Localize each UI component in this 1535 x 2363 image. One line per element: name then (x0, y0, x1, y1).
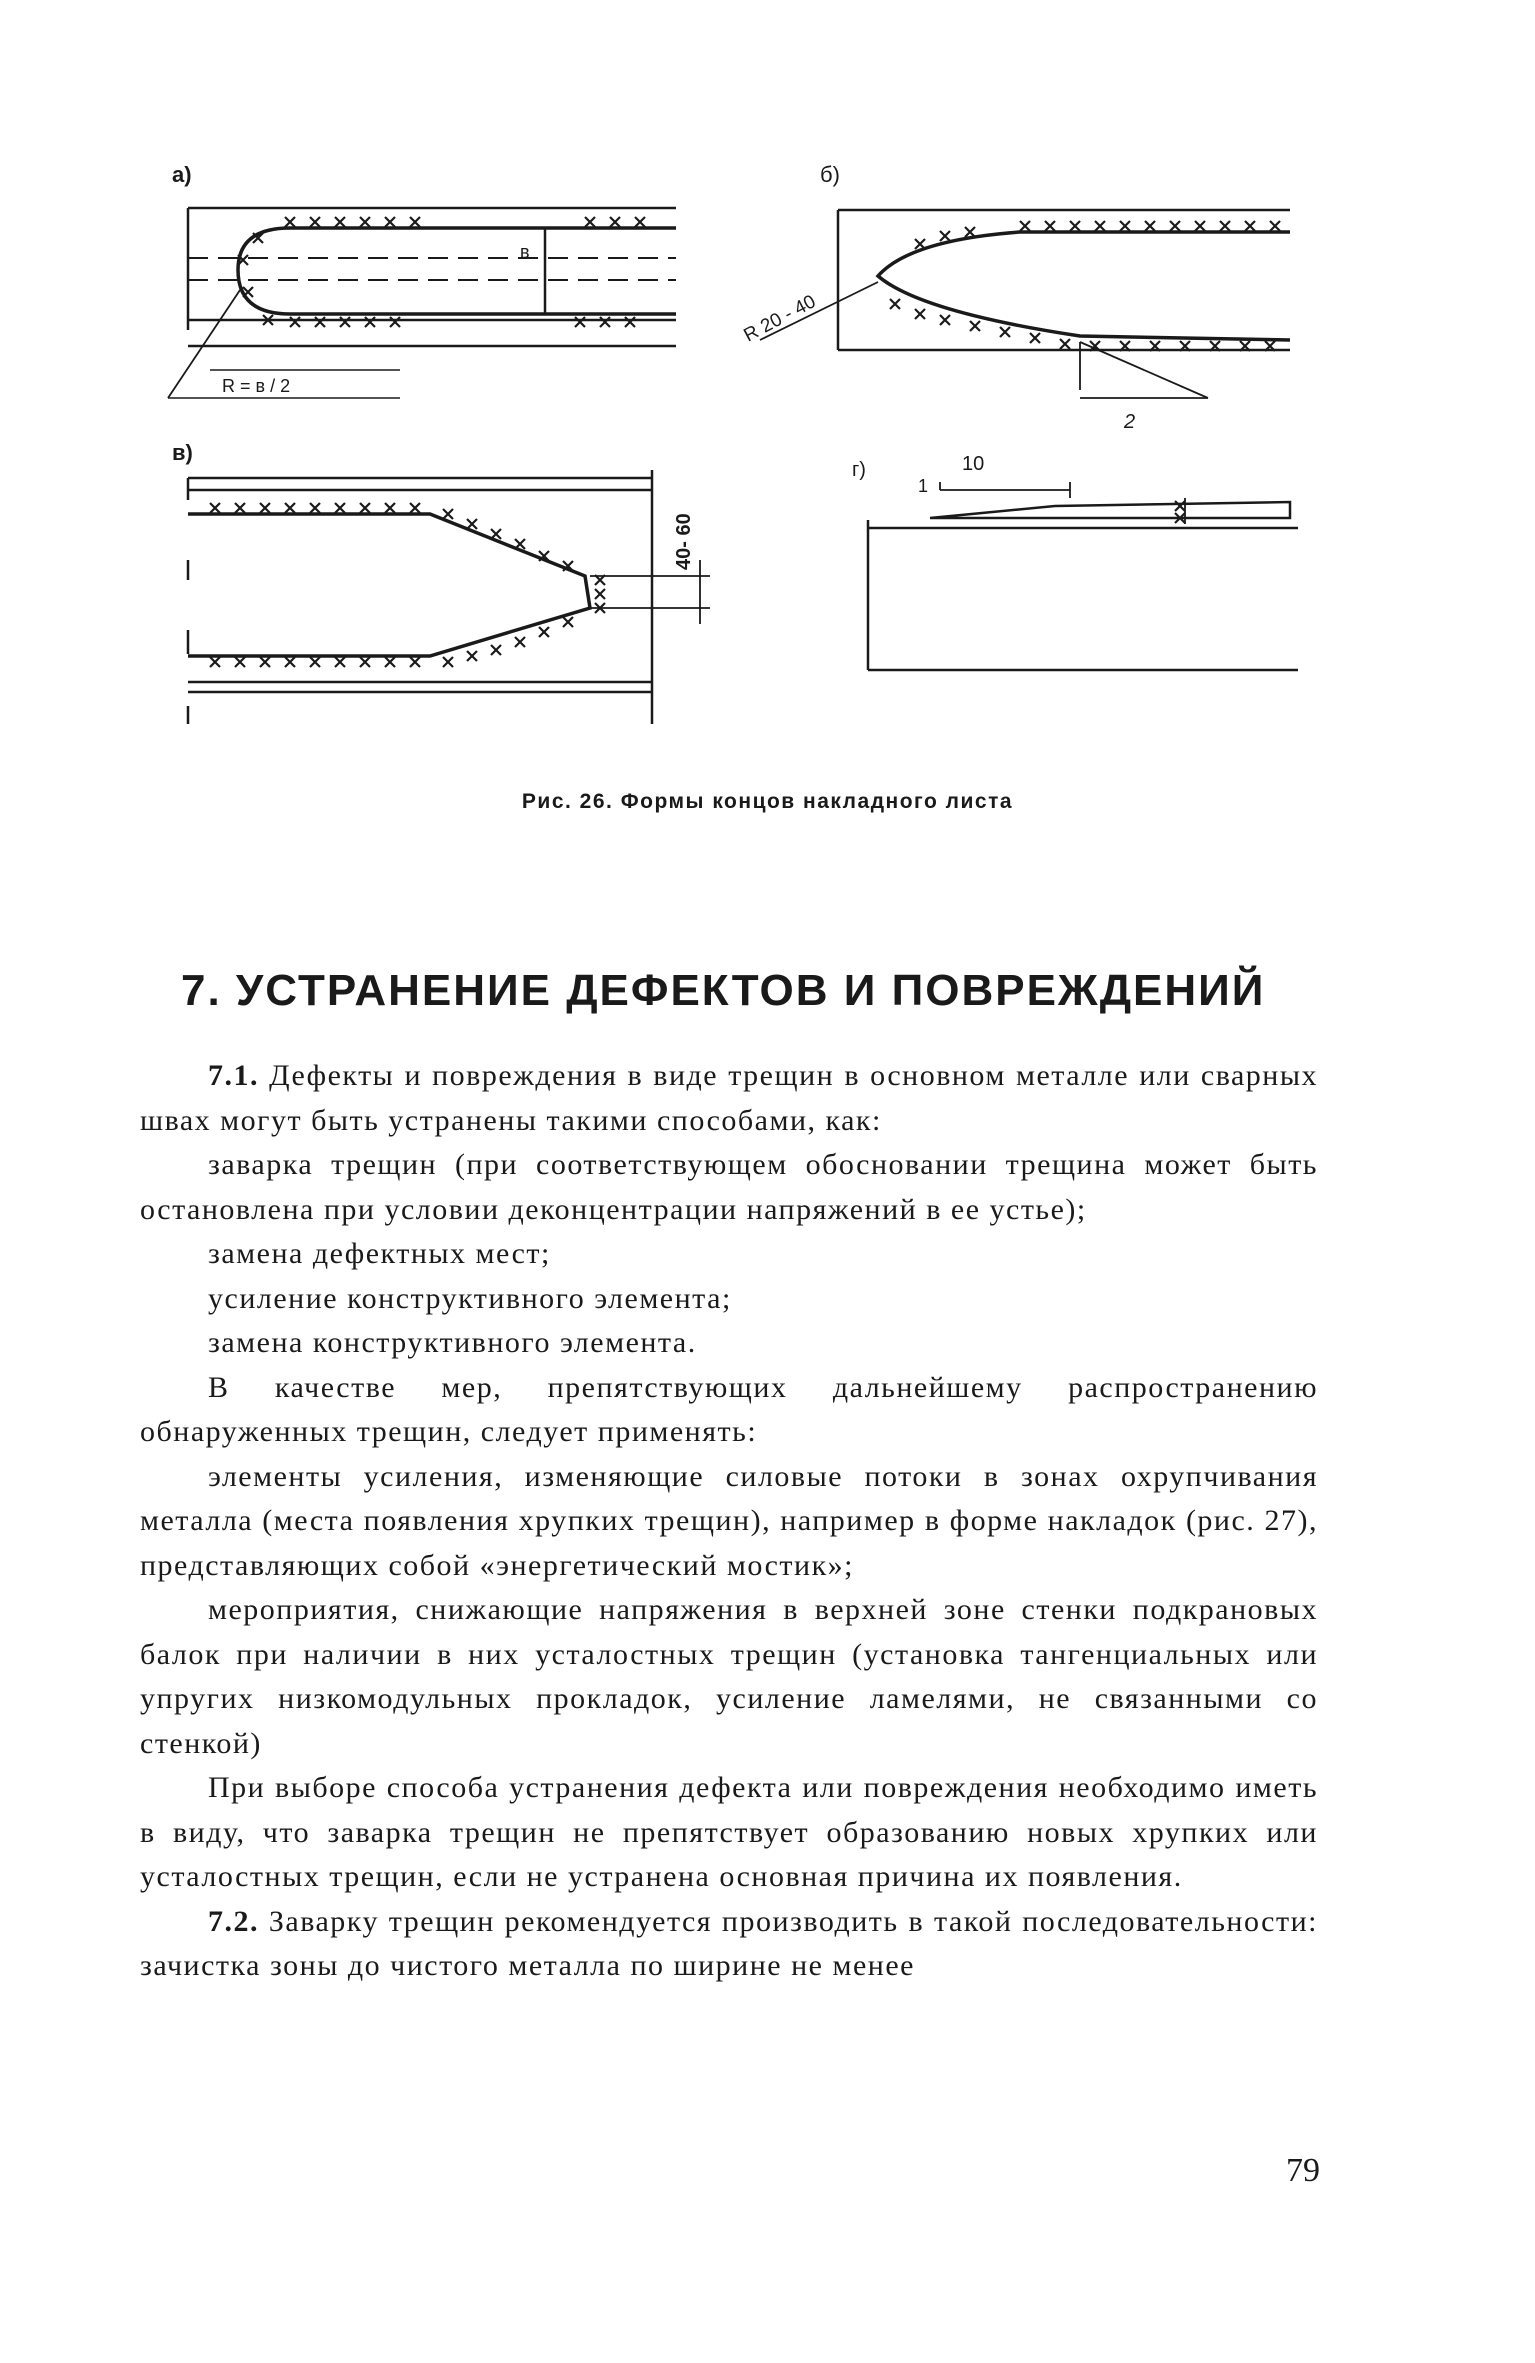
dim-a-radius: R = в / 2 (222, 376, 291, 396)
paragraph-7-2 (140, 1900, 1318, 1989)
body-text (140, 1054, 1318, 1989)
clause-7-2-number: 7.2. (208, 1904, 259, 1938)
clause-7-2-text: Заварку трещин рекомендуется производить в такой последовательности: зачистка зоны до чистого металла по ширине не менее (140, 1904, 1319, 1982)
paragraph: усиление конструктивного элемента; (208, 1281, 732, 1315)
panel-a (168, 208, 676, 398)
paragraph: мероприятия, снижающие напряжения в верхней зоне стенки подкрановых балок при наличии в них усталостных трещин (установка тангенциальных или упругих низкомодульных прокладок, усиление ламелями, не связанными со стенкой) (140, 1593, 1318, 1760)
dim-v-width: 40- 60 (673, 513, 695, 570)
weld-marks-b (890, 221, 1280, 351)
dim-b-slope: 2 (1124, 411, 1136, 433)
panel-v-label: в) (172, 440, 193, 465)
dim-b-radius: R 20 - 40 (740, 291, 820, 347)
clause-7-1-text: Дефекты и повреждения в виде трещин в основном металле или сварных швах могут быть устранены такими способами, как: (140, 1059, 1319, 1137)
paragraph-7-1 (140, 1054, 1318, 1143)
panel-g-label: г) (852, 459, 866, 481)
figure-26 (0, 0, 1535, 800)
paragraph: элементы усиления, изменяющие силовые потоки в зонах охрупчивания металла (места появления хрупких трещин), например в форме накладок (рис. 27), представляющих собой «энергетический мостик»; (140, 1459, 1318, 1582)
clause-7-1-number: 7.1. (208, 1059, 259, 1092)
weld-marks-v (210, 503, 605, 667)
dim-a-width: в (520, 242, 530, 262)
paragraph: При выборе способа устранения дефекта или повреждения необходимо иметь в виду, что заварка трещин не препятствует образованию новых хрупких или усталостных трещин, если не устранена основная причина их появления. (140, 1771, 1318, 1893)
figure-caption: Рис. 26. Формы концов накладного листа (521, 790, 1014, 813)
panel-g (868, 482, 1298, 670)
panel-a-label: а) (172, 162, 192, 187)
weld-marks-a (238, 217, 645, 327)
paragraph: замена конструктивного элемента. (208, 1326, 697, 1359)
dim-g-top: 10 (962, 453, 985, 475)
paragraph: заварка трещин (при соответствующем обосновании трещина может быть остановлена при условии деконцентрации напряжений в ее устье); (140, 1148, 1318, 1226)
figure-drawing (0, 0, 1535, 800)
panel-b (760, 210, 1290, 398)
paragraph: замена дефектных мест; (208, 1237, 551, 1270)
panel-b-label: б) (820, 162, 840, 187)
dim-g-side: 1 (918, 476, 929, 496)
page-number: 79 (1286, 2152, 1320, 2189)
section-heading: 7. УСТРАНЕНИЕ ДЕФЕКТОВ И ПОВРЕЖДЕНИЙ (181, 966, 1266, 1015)
paragraph: В качестве мер, препятствующих дальнейшему распространению обнаруженных трещин, следует применять: (140, 1370, 1318, 1448)
